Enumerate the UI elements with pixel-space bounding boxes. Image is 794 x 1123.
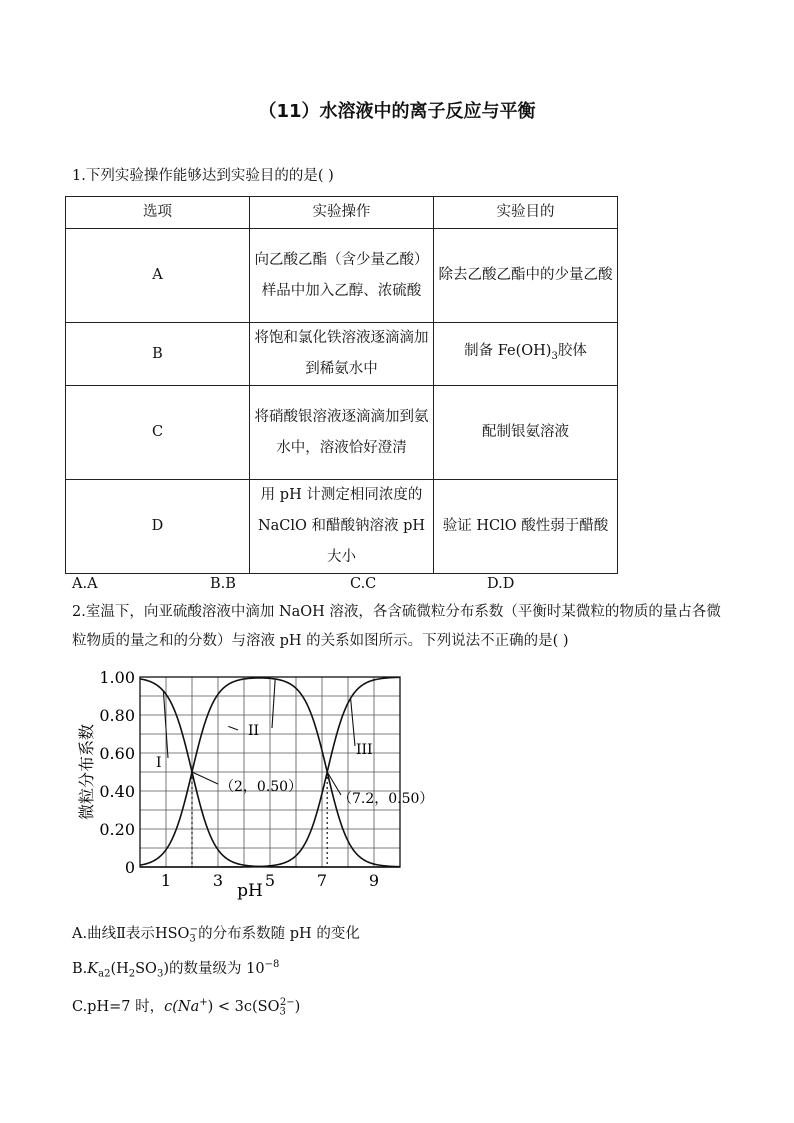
annotation-label: （2，0.50） (220, 779, 303, 795)
option-a (72, 917, 360, 953)
table-header-row (66, 197, 618, 229)
leader-line (228, 726, 238, 730)
row-operation: 将硝酸银溶液逐滴滴加到氨水中，溶液恰好澄清 (250, 386, 434, 480)
option-b-acid-mid: SO (135, 960, 157, 977)
question-2-stem: 2.室温下，向亚硫酸溶液中滴加 NaOH 溶液，各含硫微粒分布系数（平衡时某微粒的物质的量占各微粒物质的量之和的分数）与溶液 pH 的关系如图所示。下列说法不正确的是( ) (72, 604, 721, 649)
row-purpose: 配制银氨溶液 (434, 386, 618, 480)
option-a-species: HSO (154, 925, 190, 942)
row-purpose: 验证 HClO 酸性弱于醋酸 (434, 480, 618, 574)
table-row (66, 480, 618, 574)
question-1-stem: 1.下列实验操作能够达到实验目的的是( ) (72, 168, 334, 184)
option-b-acid-sub2: 3 (156, 968, 164, 980)
y-tick-labels (99, 668, 135, 877)
table-row (66, 229, 618, 323)
purpose-suffix: 胶体 (557, 343, 587, 360)
option-b-k: K (87, 960, 99, 977)
chart-grid (140, 677, 400, 867)
annotation-leader (192, 772, 218, 784)
option-c-sub2: 3 (279, 1006, 286, 1018)
option-c-sup1: + (199, 997, 208, 1008)
option-b (72, 952, 279, 988)
series-label-II: II (248, 723, 260, 739)
choice-b: B.B (210, 576, 236, 592)
option-a-prefix: A.曲线Ⅱ表示 (72, 925, 155, 942)
leader-line (351, 698, 355, 746)
purpose-text: 制备 Fe(OH) (464, 343, 552, 360)
y-axis-label: 微粒分布系数 (77, 723, 96, 821)
option-a-sup: − (189, 924, 199, 935)
experiment-table (65, 196, 618, 574)
y-tick-label: 0 (124, 858, 135, 877)
row-option: A (66, 229, 250, 323)
row-operation: 向乙酸乙酯（含少量乙酸）样品中加入乙醇、浓硫酸 (250, 229, 434, 323)
annotation-label: （7.2，0.50） (338, 791, 434, 807)
option-a-suffix: 的分布系数随 pH 的变化 (198, 925, 360, 942)
option-c-prefix: C.pH=7 时， (72, 998, 165, 1015)
option-b-acid-end: ) (163, 960, 169, 977)
x-tick-label: 9 (368, 871, 380, 890)
y-tick-label: 0.40 (99, 782, 135, 801)
choice-c: C.C (350, 576, 377, 592)
y-tick-label: 0.20 (99, 820, 135, 839)
x-tick-labels (161, 871, 379, 890)
table-row (66, 386, 618, 480)
page-title: （11）水溶液中的离子反应与平衡 (258, 101, 536, 122)
distribution-chart (70, 660, 450, 900)
option-b-acid: (H (110, 960, 129, 977)
row-purpose (434, 323, 618, 386)
x-tick-label: 7 (316, 871, 328, 890)
option-b-prefix: B. (72, 960, 88, 977)
y-tick-label: 1.00 (99, 668, 135, 687)
header-purpose: 实验目的 (434, 197, 618, 229)
y-tick-label: 0.80 (99, 706, 135, 725)
option-c-sup2: 2− (279, 997, 295, 1008)
row-option: B (66, 323, 250, 386)
option-b-exp: −8 (264, 959, 280, 970)
header-option: 选项 (66, 197, 250, 229)
option-c-expr1: c(Na (164, 998, 200, 1015)
series-label-III: III (356, 742, 373, 758)
leader-line (272, 679, 275, 728)
question-1-choices (72, 576, 592, 596)
chart-annotations (192, 772, 433, 807)
purpose-subscript: 3 (551, 350, 558, 362)
option-b-suffix: 的数量级为 10 (169, 960, 265, 977)
row-operation: 将饱和氯化铁溶液逐滴滴加到稀氨水中 (250, 323, 434, 386)
table-row (66, 323, 618, 386)
row-option: C (66, 386, 250, 480)
x-tick-label: 1 (160, 871, 172, 890)
series-label-I: I (156, 755, 162, 771)
row-purpose: 除去乙酸乙酯中的少量乙酸 (434, 229, 618, 323)
option-b-acid-sub1: 2 (128, 968, 136, 980)
option-c-expr3: ) (294, 998, 301, 1015)
choice-d: D.D (487, 576, 515, 592)
x-tick-label: 5 (264, 871, 276, 890)
choice-a: A.A (72, 576, 98, 592)
option-a-sub: 3 (189, 933, 196, 945)
row-option: D (66, 480, 250, 574)
x-axis-label: pH (237, 881, 263, 900)
option-c-expr2: ) < 3c(SO (207, 998, 280, 1015)
x-tick-label: 3 (212, 871, 224, 890)
option-c (72, 990, 300, 1026)
header-operation: 实验操作 (250, 197, 434, 229)
option-b-ksub: a2 (98, 968, 111, 980)
row-operation: 用 pH 计测定相同浓度的 NaClO 和醋酸钠溶液 pH 大小 (250, 480, 434, 574)
y-tick-label: 0.60 (99, 744, 135, 763)
